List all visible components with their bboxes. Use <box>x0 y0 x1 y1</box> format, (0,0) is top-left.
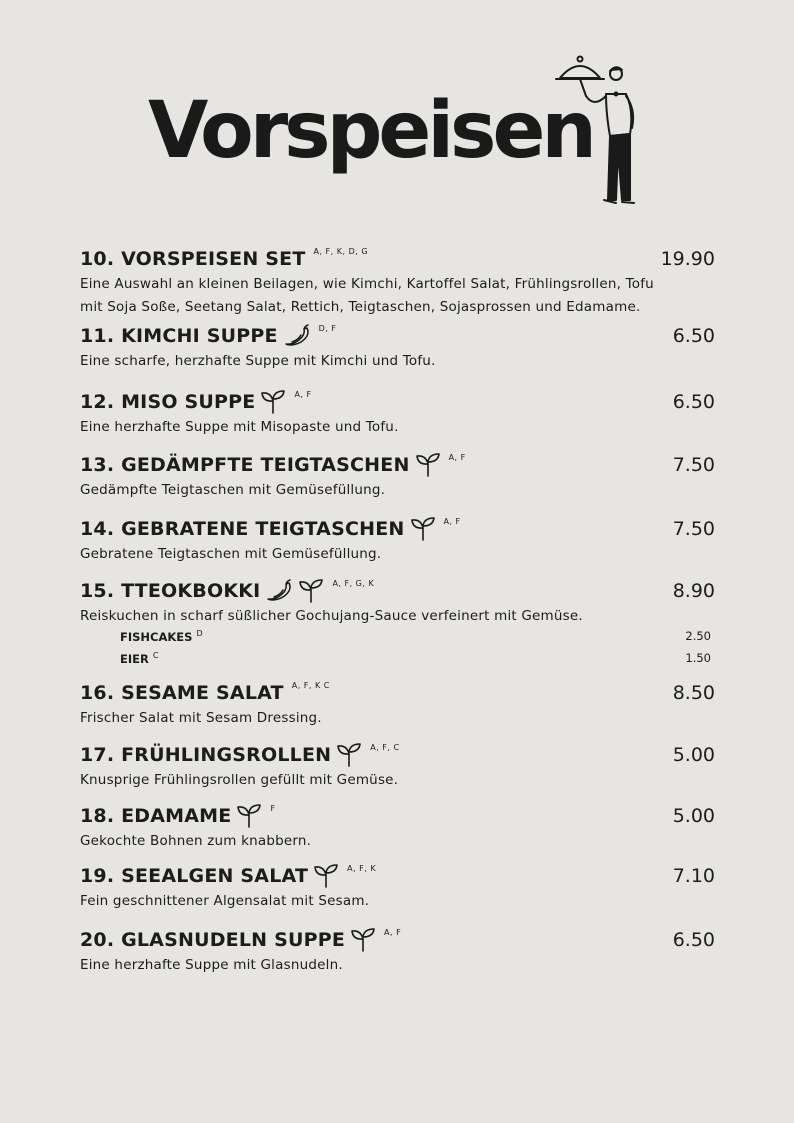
menu-item-description: Fein geschnittener Algensalat mit Sesam. <box>80 893 370 909</box>
menu-item-extra <box>80 627 715 649</box>
menu-item-header <box>80 680 715 706</box>
menu-item-extra <box>80 649 715 671</box>
menu-item-price: 6.50 <box>672 325 715 347</box>
menu-item-title <box>80 389 312 415</box>
menu-item <box>80 516 715 565</box>
chili-icon <box>265 579 293 603</box>
menu-item-description: Eine scharfe, herzhafte Suppe mit Kimchi und Tofu. <box>80 353 436 369</box>
menu-item-header <box>80 516 715 542</box>
menu-item-header <box>80 803 715 829</box>
menu-item-name: 18. EDAMAME <box>80 805 232 827</box>
allergen-codes: A, F, K <box>347 864 377 873</box>
menu-item-price: 5.00 <box>672 744 715 766</box>
menu-item-description: Gebratene Teigtaschen mit Gemüsefüllung. <box>80 546 382 562</box>
sprout-icon <box>410 517 436 541</box>
allergen-codes: F <box>270 804 276 813</box>
menu-item-description: Eine herzhafte Suppe mit Misopaste und Tofu. <box>80 419 399 435</box>
menu-item-name: 13. GEDÄMPFTE TEIGTASCHEN <box>80 454 410 476</box>
menu-item-description: Eine herzhafte Suppe mit Glasnudeln. <box>80 957 343 973</box>
extra-label: FISHCAKES $^D$ <box>120 629 203 644</box>
allergen-codes: D, F <box>318 324 337 333</box>
menu-item-title <box>80 863 376 889</box>
menu-item <box>80 452 715 501</box>
menu-item-description: Frischer Salat mit Sesam Dressing. <box>80 710 322 726</box>
menu-item-title <box>80 516 461 542</box>
menu-item-price: 6.50 <box>672 391 715 413</box>
chili-icon <box>283 324 311 348</box>
menu-item-price: 5.00 <box>672 805 715 827</box>
menu-item <box>80 863 715 912</box>
menu-item-name: 14. GEBRATENE TEIGTASCHEN <box>80 518 405 540</box>
menu-item-description: Reiskuchen in scharf süßlicher Gochujang-Sauce verfeinert mit Gemüse. <box>80 608 583 624</box>
menu-item-header <box>80 323 715 349</box>
menu-item <box>80 323 715 372</box>
extra-label: EIER $^C$ <box>120 651 159 666</box>
menu-item-price: 8.90 <box>672 580 715 602</box>
extra-price: 2.50 <box>685 629 711 643</box>
menu-item-price: 19.90 <box>660 248 715 270</box>
menu-item-description: Gedämpfte Teigtaschen mit Gemüsefüllung. <box>80 482 386 498</box>
menu-item-description: Knusprige Frühlingsrollen gefüllt mit Gemüse. <box>80 772 399 788</box>
menu-item-price: 7.10 <box>672 865 715 887</box>
menu-item-header <box>80 452 715 478</box>
menu-item-name: 19. SEEALGEN SALAT <box>80 865 309 887</box>
menu-item-name: 17. FRÜHLINGSROLLEN <box>80 744 332 766</box>
allergen-codes: A, F, C <box>370 743 400 752</box>
sprout-icon <box>236 804 262 828</box>
menu-item <box>80 927 715 976</box>
menu-item-price: 7.50 <box>672 518 715 540</box>
sprout-icon <box>350 928 376 952</box>
extra-allergen: C <box>152 651 159 660</box>
menu-item <box>80 246 715 318</box>
menu-item-description: mit Soja Soße, Seetang Salat, Rettich, Teigtaschen, Sojasprossen und Edamame. <box>80 299 641 315</box>
menu-item <box>80 578 715 671</box>
menu-item-name: 12. MISO SUPPE <box>80 391 256 413</box>
allergen-codes: A, F, G, K <box>332 579 375 588</box>
menu-item-name: 16. SESAME SALAT <box>80 682 284 704</box>
menu-item-header <box>80 578 715 604</box>
sprout-icon <box>260 390 286 414</box>
menu-item-title <box>80 803 276 829</box>
menu-item-price: 8.50 <box>672 682 715 704</box>
menu-item-name: 15. TTEOKBOKKI <box>80 580 261 602</box>
menu-item-price: 6.50 <box>672 929 715 951</box>
menu-item-header <box>80 863 715 889</box>
allergen-codes: A, F <box>443 517 461 526</box>
menu-item-name: 11. KIMCHI SUPPE <box>80 325 278 347</box>
menu-item <box>80 742 715 791</box>
menu-item-title <box>80 927 401 953</box>
menu-item-title <box>80 452 466 478</box>
sprout-icon <box>336 743 362 767</box>
sprout-icon <box>298 579 324 603</box>
allergen-codes: A, F <box>448 453 466 462</box>
menu-item-header <box>80 742 715 768</box>
menu-item-header <box>80 246 715 272</box>
menu-item-title <box>80 680 330 706</box>
menu-item-title <box>80 246 368 272</box>
menu-item-description: Eine Auswahl an kleinen Beilagen, wie Kimchi, Kartoffel Salat, Frühlingsrollen, Tofu <box>80 276 654 292</box>
menu-item-header <box>80 389 715 415</box>
menu-item-description: Gekochte Bohnen zum knabbern. <box>80 833 312 849</box>
sprout-icon <box>313 864 339 888</box>
menu-item-price: 7.50 <box>672 454 715 476</box>
waiter-with-cloche-illustration <box>552 50 642 210</box>
allergen-codes: A, F <box>294 390 312 399</box>
menu-item <box>80 389 715 438</box>
allergen-codes: A, F <box>384 928 402 937</box>
menu-item <box>80 803 715 852</box>
allergen-codes: A, F, K C <box>291 681 330 690</box>
extra-allergen: D <box>196 629 203 638</box>
menu-item-header <box>80 927 715 953</box>
menu-item <box>80 680 715 729</box>
menu-item-name: 10. VORSPEISEN SET <box>80 248 306 270</box>
menu-item-title <box>80 578 374 604</box>
page-title: Vorspeisen <box>148 86 593 176</box>
extra-price: 1.50 <box>685 651 711 665</box>
menu-item-title <box>80 742 400 768</box>
menu-item-name: 20. GLASNUDELN SUPPE <box>80 929 346 951</box>
allergen-codes: A, F, K, D, G <box>313 247 369 256</box>
sprout-icon <box>415 453 441 477</box>
menu-item-title <box>80 323 337 349</box>
